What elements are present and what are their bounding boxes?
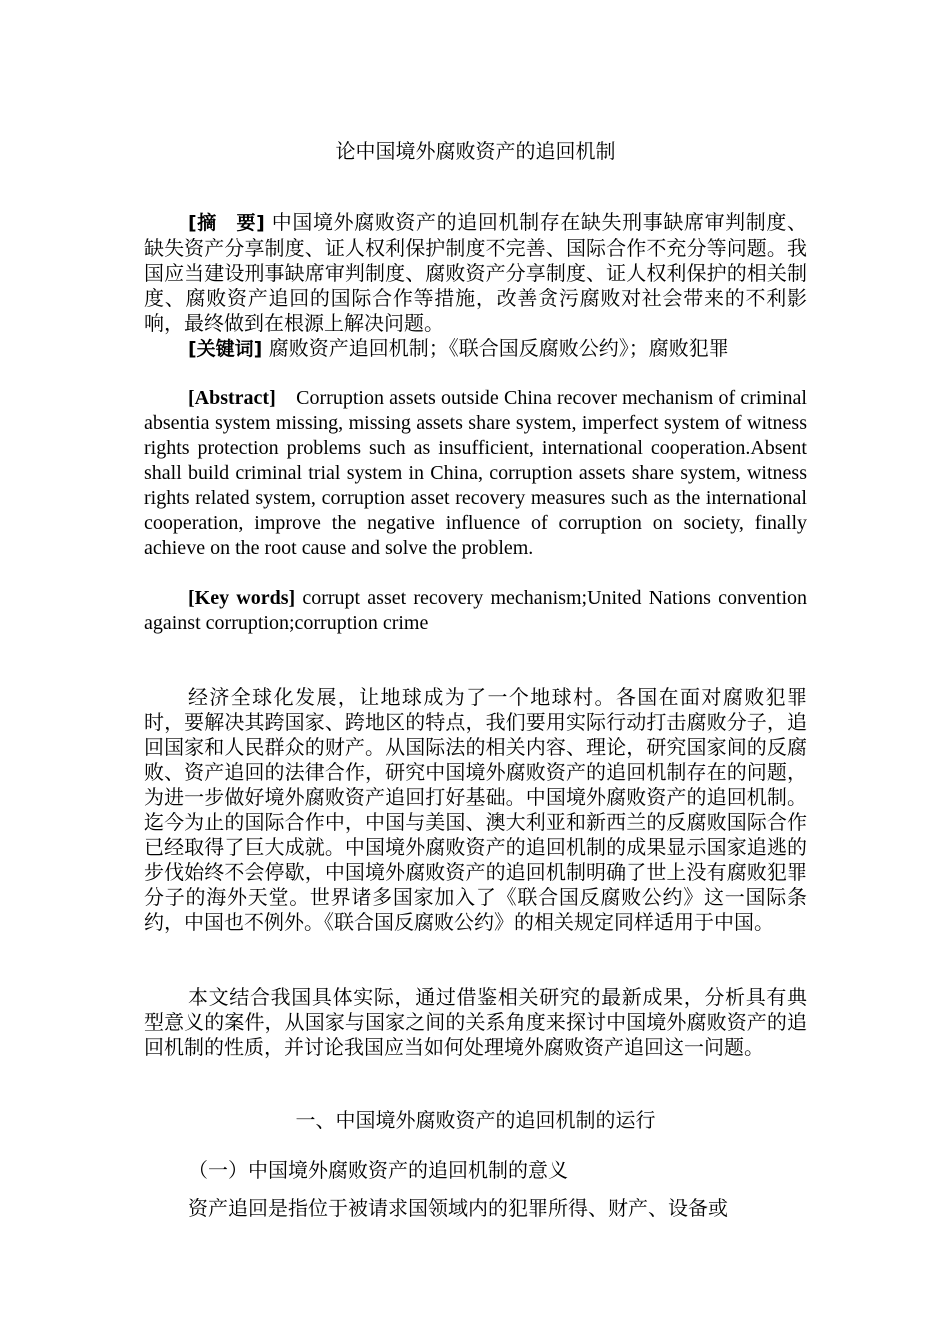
abstract-en-text: Corruption assets outside China recover mechanism of criminal absentia system missing, missing assets share system, imperfect system of witness rights protection problems such as insufficient, international cooperation.Absent shall build criminal trial system in China, corruption assets share system, witness rights related system, corruption asset recovery measures such as the international cooperation, improve the negative influence of corruption on society, finally achieve on the root cause and solve the problem.: [144, 387, 807, 559]
abstract-en: [144, 386, 807, 561]
keywords-en-label: [Key words]: [188, 587, 296, 609]
body-paragraph-1: 经济全球化发展，让地球成为了一个地球村。各国在面对腐败犯罪时，要解决其跨国家、跨地区的特点，我们要用实际行动打击腐败分子，追回国家和人民群众的财产。从国际法的相关内容、理论，研究国家间的反腐败、资产追回的法律合作，研究中国境外腐败资产的追回机制存在的问题，为进一步做好境外腐败资产追回打好基础。中国境外腐败资产的追回机制。迄今为止的国际合作中，中国与美国、澳大利亚和新西兰的反腐败国际合作已经取得了巨大成就。中国境外腐败资产的追回机制的成果显示国家追逃的步伐始终不会停歇，中国境外腐败资产的追回机制明确了世上没有腐败犯罪分子的海外天堂。世界诸多国家加入了《联合国反腐败公约》这一国际条约，中国也不例外。《联合国反腐败公约》的相关规定同样适用于中国。: [144, 685, 807, 934]
keywords-en: [144, 586, 807, 636]
body-paragraph-2: 本文结合我国具体实际，通过借鉴相关研究的最新成果，分析具有典型意义的案件，从国家与国家之间的关系角度来探讨中国境外腐败资产的追回机制的性质，并讨论我国应当如何处理境外腐败资产追回这一问题。: [144, 985, 807, 1059]
abstract-en-label: [Abstract]: [188, 387, 276, 409]
section-heading-1: 一、中国境外腐败资产的追回机制的运行: [295, 1108, 656, 1132]
keywords-cn-label: [关键词]: [188, 338, 263, 360]
abstract-cn-label: [摘 要]: [188, 212, 265, 234]
document-title: 论中国境外腐败资产的追回机制: [335, 139, 616, 163]
abstract-cn-text: 中国境外腐败资产的追回机制存在缺失刑事缺席审判制度、缺失资产分享制度、证人权利保护制度不完善、国际合作不充分等问题。我国应当建设刑事缺席审判制度、腐败资产分享制度、证人权利保护的相关制度、腐败资产追回的国际合作等措施，改善贪污腐败对社会带来的不利影响，最终做到在根源上解决问题。: [144, 210, 807, 335]
body-paragraph-3: 资产追回是指位于被请求国领域内的犯罪所得、财产、设备或: [188, 1196, 728, 1220]
keywords-cn: [144, 336, 807, 362]
keywords-en-text: corrupt asset recovery mechanism;United Nations convention against corruption;corruption crime: [144, 587, 807, 634]
abstract-cn: [144, 210, 807, 336]
subsection-heading-1: （一）中国境外腐败资产的追回机制的意义: [188, 1158, 568, 1182]
keywords-cn-text: 腐败资产追回机制；《联合国反腐败公约》；腐败犯罪: [262, 336, 729, 360]
